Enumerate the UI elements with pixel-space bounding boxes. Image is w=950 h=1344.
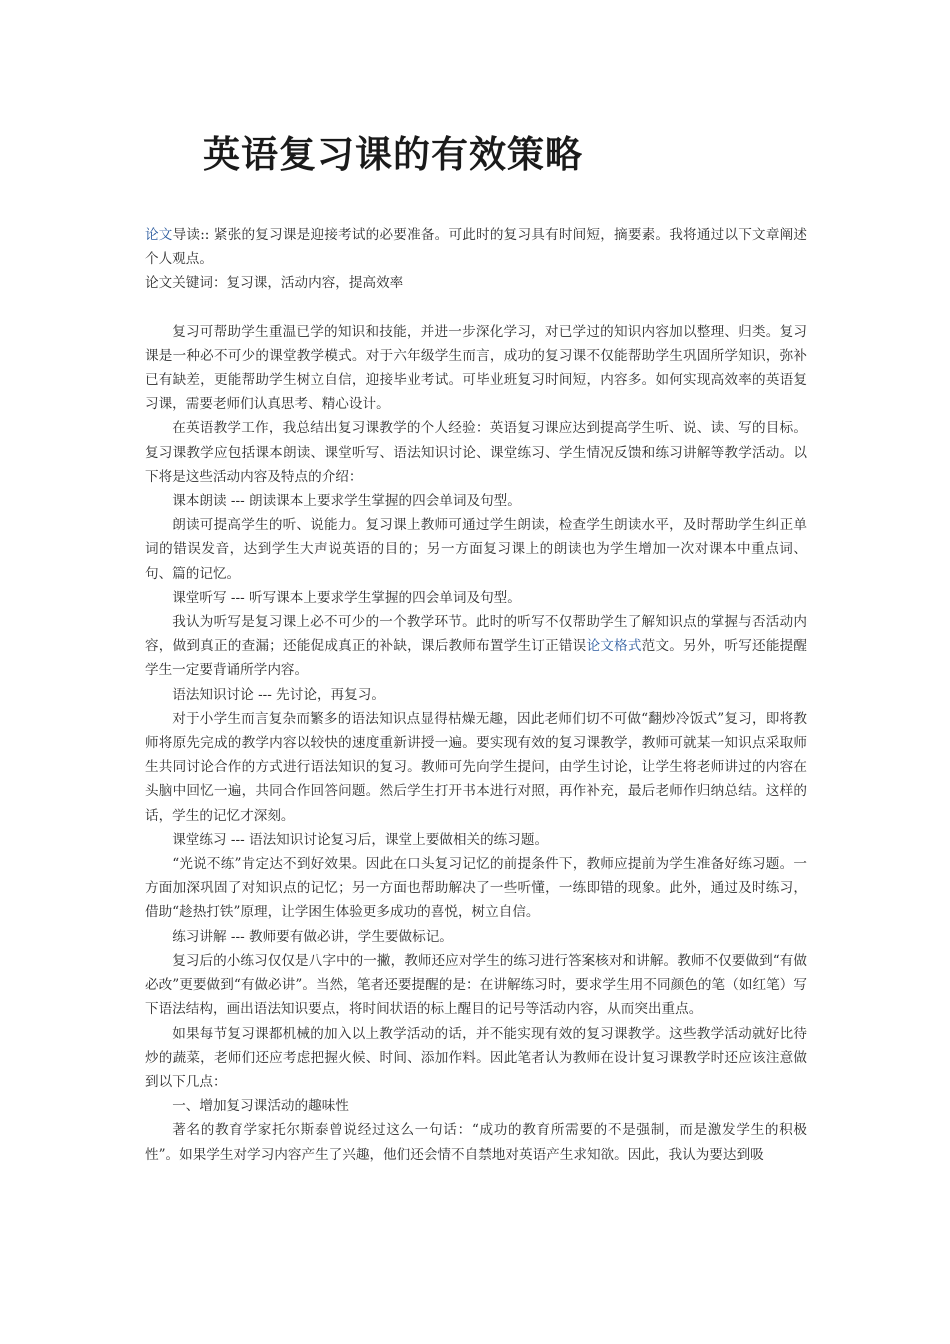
body-paragraph-2: 在英语教学工作，我总结出复习课教学的个人经验：英语复习课应达到提高学生听、说、读、写的目标。复习课教学应包括课本朗读、课堂听写、语法知识讨论、课堂练习、学生情况反馈和练习讲解等教学活动。以下将是这些活动内容及特点的介绍： [145, 420, 807, 485]
activity-heading-reading: 课本朗读 --- 朗读课本上要求学生掌握的四会单词及句型。 [172, 493, 521, 510]
body-paragraph-12: 复习后的小练习仅仅是八字中的一撇，教师还应对学生的练习进行答案核对和讲解。教师不仅要做到“有做必改”更要做到“有做必讲”。当然，笔者还要提醒的是：在讲解练习时，要求学生用不同颜色的笔（如红笔）写下语法结构，画出语法知识要点，将时间状语的标上醒目的记号等活动内容，从而突出重点。 [145, 952, 807, 1018]
activity-heading-explanation: 练习讲解 --- 教师要有做必讲，学生要做标记。 [172, 928, 453, 945]
activity-heading-dictation: 课堂听写 --- 听写课本上要求学生掌握的四会单词及句型。 [172, 589, 521, 606]
article-body [145, 223, 807, 1167]
body-paragraph-1: 复习可帮助学生重温已学的知识和技能，并进一步深化学习，对已学过的知识内容加以整理、归类。复习课是一种必不可少的课堂教学模式。对于六年级学生而言，成功的复习课不仅能帮助学生巩固所学知识，弥补已有缺差，更能帮助学生树立自信，迎接毕业考试。可毕业班复习时间短，内容多。如何实现高效率的英语复习课，需要老师们认真思考、精心设计。 [145, 323, 807, 413]
body-paragraph-15: 著名的教育学家托尔斯泰曾说经过这么一句话：“成功的教育所需要的不是强制，而是激发学生的积极性”。如果学生对学习内容产生了兴趣，他们还会情不自禁地对英语产生求知欲。因此，我认为要达到吸 [145, 1122, 807, 1163]
body-paragraph-4: 朗读可提高学生的听、说能力。复习课上教师可通过学生朗读，检查学生朗读水平，及时帮助学生纠正单词的错误发音，达到学生大声说英语的目的；另一方面复习课上的朗读也为学生增加一次对课本中重点词、句、篇的记忆。 [145, 517, 807, 582]
body-paragraph-6 [145, 610, 807, 683]
document-title: 英语复习课的有效策略 [203, 132, 583, 176]
intro-paragraph [145, 223, 807, 271]
body-paragraph-10: “光说不练”肯定达不到好效果。因此在口头复习记忆的前提条件下，教师应提前为学生准备好练习题。一方面加深巩固了对知识点的记忆；另一方面也帮助解决了一些听懂，一练即错的现象。此外，通过及时练习，借助“趁热打铁”原理，让学困生体验更多成功的喜悦，树立自信。 [145, 856, 807, 921]
paragraph-6-text-a: 我认为听写是复习课上必不可少的一个教学环节。此时的听写不仅帮助学生了解知识点的掌握与否活动内容，做到真正的查漏；还能促成真正的补缺，课后教师布置学生订正错误 [145, 614, 807, 655]
activity-heading-grammar: 语法知识讨论 --- 先讨论，再复习。 [172, 686, 385, 703]
body-paragraph-8: 对于小学生而言复杂而繁多的语法知识点显得枯燥无趣，因此老师们切不可做“翻炒冷饭式”复习，即将教师将原先完成的教学内容以较快的速度重新讲授一遍。要实现有效的复习课教学，教师可就某一知识点采取师生共同讨论合作的方式进行语法知识的复习。教师可先向学生提问，由学生讨论，让学生将老师讲过的内容在头脑中回忆一遍，共同合作回答问题。然后学生打开书本进行对照，再作补充，最后老师作归纳总结。这样的话，学生的记忆才深刻。 [145, 710, 807, 824]
blank-line [145, 296, 807, 320]
paper-format-link[interactable]: 论文格式 [586, 638, 642, 655]
activity-heading-practice: 课堂练习 --- 语法知识讨论复习后，课堂上要做相关的练习题。 [172, 831, 549, 848]
section-heading-1: 一、增加复习课活动的趣味性 [172, 1098, 349, 1115]
intro-text: 导读:: 紧张的复习课是迎接考试的必要准备。可此时的复习具有时间短，摘要素。我将通过以下文章阐述个人观点。 [145, 227, 808, 268]
body-paragraph-13: 如果每节复习课都机械的加入以上教学活动的话，并不能实现有效的复习课教学。这些教学活动就好比待炒的蔬菜，老师们还应考虑把握火候、时间、添加作料。因此笔者认为教师在设计复习课教学时还应该注意做到以下几点： [145, 1025, 807, 1090]
paragraph-6-text-b: 范文。另外，听写还能提醒学生一定要背诵所学内容。 [145, 638, 808, 679]
keywords-line: 论文关键词：复习课，活动内容，提高效率 [145, 275, 404, 292]
paper-link[interactable]: 论文 [145, 227, 173, 243]
